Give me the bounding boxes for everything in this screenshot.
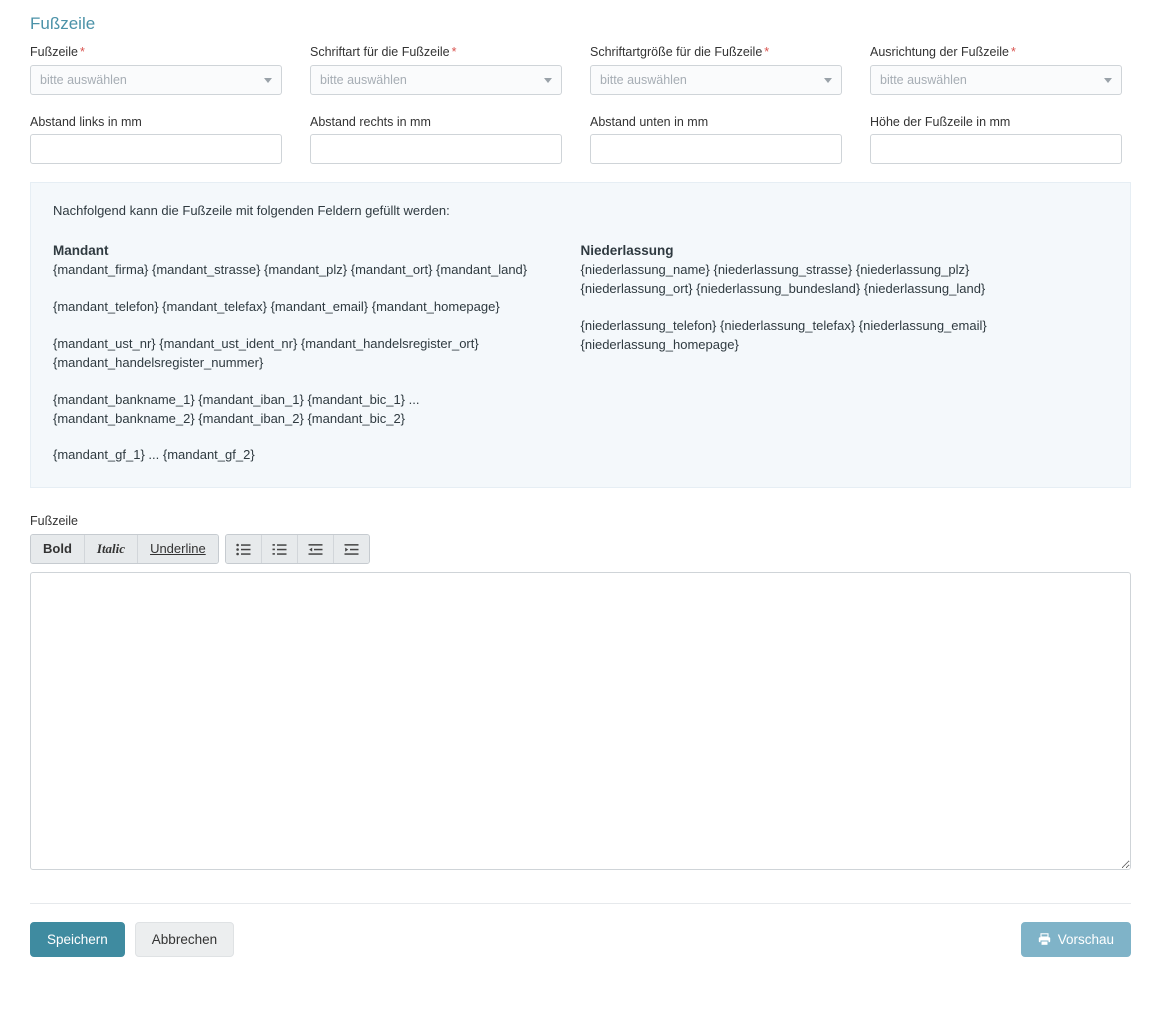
footer-font-select-value: bitte auswählen: [320, 72, 407, 87]
placeholder-info-box: [30, 182, 1131, 488]
field-margin-right: [310, 114, 562, 164]
label-margin-bottom: Abstand unten in mm: [590, 114, 709, 129]
underline-button[interactable]: Underline: [138, 535, 218, 563]
save-button[interactable]: Speichern: [30, 922, 125, 957]
info-intro-text: Nachfolgend kann die Fußzeile mit folgenden Feldern gefüllt werden:: [53, 202, 450, 218]
page-title: Fußzeile: [30, 14, 96, 33]
action-bar: [30, 903, 1131, 983]
info-column-niederlassung: [581, 241, 1109, 465]
margin-left-input[interactable]: [30, 134, 282, 164]
info-group: {niederlassung_name} {niederlassung_strasse} {niederlassung_plz} {niederlassung_ort} {niederlassung_bundesland} {niederlassung_land}: [580, 262, 986, 297]
print-icon: [1038, 933, 1051, 946]
label-footer-align-select: [870, 44, 1122, 60]
footer-height-input[interactable]: [870, 134, 1122, 164]
label-text: Schriftart für die Fußzeile: [310, 45, 450, 60]
required-marker: *: [1010, 45, 1016, 60]
margin-bottom-input[interactable]: [590, 134, 842, 164]
required-marker: *: [764, 45, 770, 60]
form-row-measures: [30, 114, 1131, 164]
label-footer-height: Höhe der Fußzeile in mm: [870, 114, 1011, 129]
info-group: {mandant_ust_nr} {mandant_ust_ident_nr} {mandant_handelsregister_ort} {mandant_handelsregister_nummer}: [53, 335, 479, 370]
info-group: {mandant_gf_1} ... {mandant_gf_2}: [53, 447, 255, 463]
indent-icon[interactable]: [334, 535, 369, 563]
outdent-icon[interactable]: [298, 535, 334, 563]
editor-toolbar: [30, 534, 1131, 564]
chevron-down-icon: [824, 78, 832, 83]
ordered-list-icon[interactable]: [262, 535, 298, 563]
label-footer-select: [30, 44, 282, 60]
chevron-down-icon: [1104, 78, 1112, 83]
info-heading-mandant: Mandant: [53, 242, 109, 258]
preview-button[interactable]: [1021, 922, 1131, 957]
required-marker: *: [451, 45, 457, 60]
footer-editor: [30, 514, 1131, 875]
label-footer-fontsize-select: [590, 44, 842, 60]
label-text: Fußzeile: [30, 45, 78, 60]
footer-select[interactable]: [30, 65, 282, 95]
info-group: {mandant_firma} {mandant_strasse} {mandant_plz} {mandant_ort} {mandant_land}: [53, 262, 528, 278]
chevron-down-icon: [264, 78, 272, 83]
info-group: {mandant_bankname_1} {mandant_iban_1} {mandant_bic_1} ... {mandant_bankname_2} {mandant_iban_2} {mandant_bic_2}: [53, 391, 420, 426]
info-columns: [53, 241, 1108, 465]
field-footer-font-select: [310, 44, 562, 113]
label-margin-right: Abstand rechts in mm: [310, 114, 431, 129]
field-footer-align-select: [870, 44, 1122, 113]
label-footer-font-select: [310, 44, 562, 60]
field-footer-select: [30, 44, 282, 113]
footer-align-select[interactable]: [870, 65, 1122, 95]
preview-button-label: Vorschau: [1057, 932, 1114, 948]
info-heading-niederlassung: Niederlassung: [580, 242, 674, 258]
margin-right-input[interactable]: [310, 134, 562, 164]
field-footer-fontsize-select: [590, 44, 842, 113]
text-style-group: [30, 534, 219, 564]
editor-label: Fußzeile: [30, 514, 78, 529]
unordered-list-icon[interactable]: [226, 535, 262, 563]
footer-font-select[interactable]: [310, 65, 562, 95]
italic-button[interactable]: Italic: [85, 535, 138, 563]
field-margin-bottom: [590, 114, 842, 164]
required-marker: *: [79, 45, 85, 60]
footer-fontsize-select-value: bitte auswählen: [600, 72, 687, 87]
footer-fontsize-select[interactable]: [590, 65, 842, 95]
label-text: Ausrichtung der Fußzeile: [870, 45, 1009, 60]
list-indent-group: [225, 534, 370, 564]
info-column-mandant: [53, 241, 581, 465]
footer-content-textarea[interactable]: [30, 572, 1131, 870]
info-group: {mandant_telefon} {mandant_telefax} {mandant_email} {mandant_homepage}: [53, 299, 500, 315]
footer-select-value: bitte auswählen: [40, 72, 127, 87]
chevron-down-icon: [544, 78, 552, 83]
info-group: {niederlassung_telefon} {niederlassung_telefax} {niederlassung_email} {niederlassung_homepage}: [580, 317, 987, 352]
form-row-selects: [30, 44, 1131, 113]
label-text: Schriftartgröße für die Fußzeile: [590, 45, 763, 60]
label-margin-left: Abstand links in mm: [30, 114, 142, 129]
field-margin-left: [30, 114, 282, 164]
field-footer-height: [870, 114, 1122, 164]
cancel-button[interactable]: Abbrechen: [135, 922, 234, 957]
bold-button[interactable]: Bold: [31, 535, 85, 563]
footer-align-select-value: bitte auswählen: [880, 72, 967, 87]
